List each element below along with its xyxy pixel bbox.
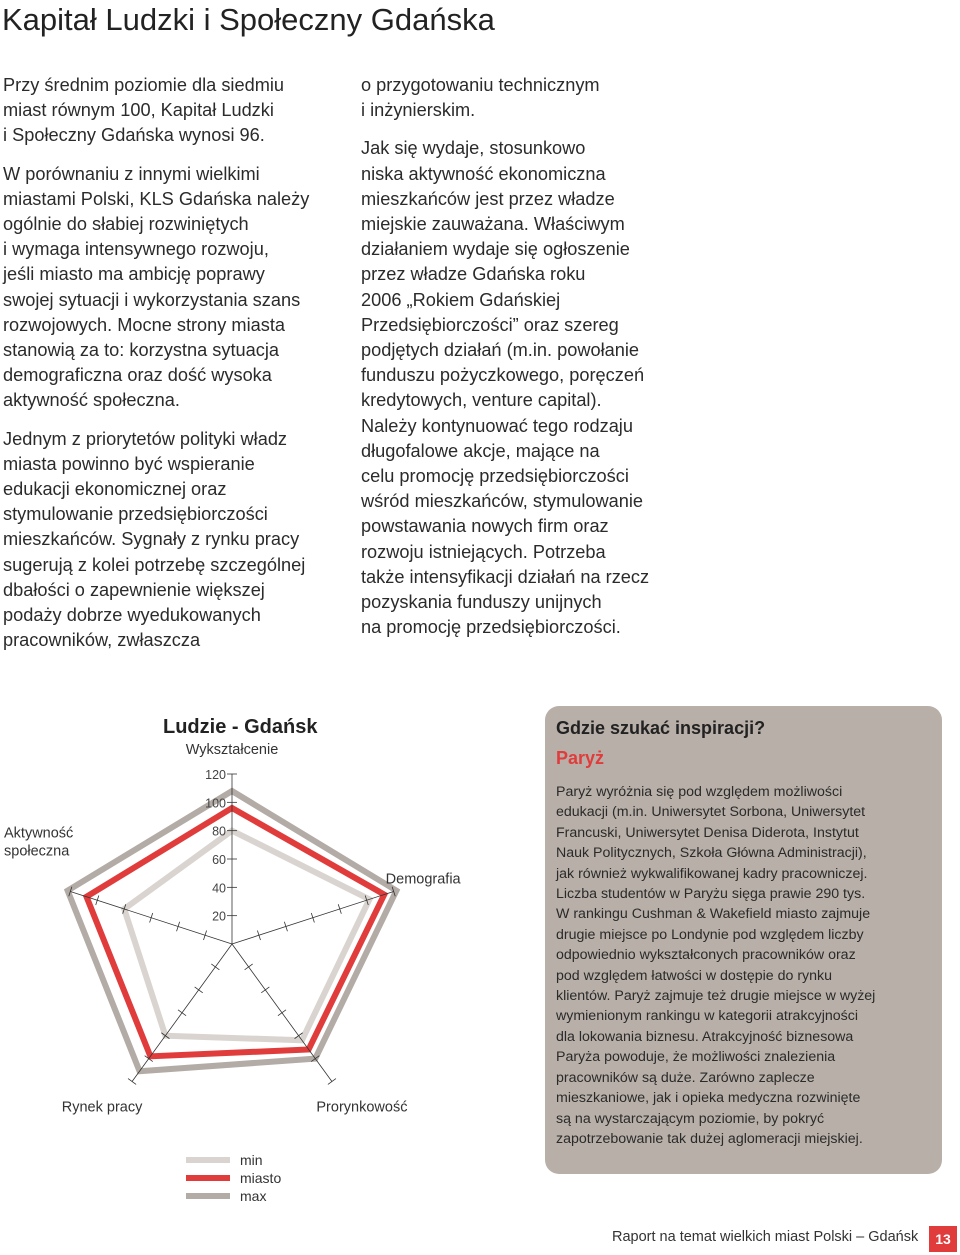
axis-label: Demografia	[385, 871, 461, 888]
page-title: Kapitał Ludzki i Społeczny Gdańska	[2, 2, 495, 37]
legend-label-min: min	[240, 1152, 263, 1168]
chart-title: Ludzie - Gdańsk	[163, 716, 318, 738]
tick-label: 80	[212, 824, 226, 839]
tick-label: 100	[205, 796, 226, 811]
axis-tick	[245, 964, 253, 970]
page-number: 13	[929, 1226, 957, 1252]
right-column	[361, 73, 711, 653]
inspiration-text: Paryż wyróżnia się pod względem możliwości edukacji (m.in. Uniwersytet Sorbona, Uniwersytet Francuski, Uniwersytet Denisa Diderota, Instytut Nauk Politycznych, Szkoła Główna Administracji), jak również wykwalifikowanej kadry pracowniczej. Liczba studentów w Paryżu sięga prawie 290 tys. W rankingu Cushman & Wakefield miasto zajmuje drugie miejsce po Londynie pod względem liczby odpowiednio wykształconych pracowników oraz pod względem łatwości w dostępie do rynku klientów. Paryż zajmuje też drugie miejsce w wyżej wymienionym rankingu w kategorii atrakcyjności dla lokowania biznesu. Atrakcyjność biznesowa Paryża powoduje, że możliwości znalezienia pracowników są duże. Zarówno zaplecze mieszkaniowe, jak i opieka medyczna rozwinięte są na wystarczającym poziomie, by pokryć zapotrzebowanie tak dużej aglomeracji miejskiej.	[556, 784, 876, 1147]
axis-tick	[328, 1079, 336, 1085]
tick-label: 20	[212, 909, 226, 924]
axis-tick	[128, 1079, 136, 1085]
paragraph: Przy średnim poziomie dla siedmiu miast równym 100, Kapitał Ludzki i Społeczny Gdańska wynosi 96.	[3, 75, 285, 146]
axis-label: Wykształcenie	[185, 742, 279, 758]
axis-tick	[211, 964, 219, 970]
legend-label-miasto: miasto	[240, 1170, 282, 1186]
radar-chart	[0, 742, 540, 1210]
inspiration-title: Gdzie szukać inspiracji?	[556, 718, 766, 738]
tick-label: 40	[212, 881, 226, 896]
inspiration-city: Paryż	[556, 748, 605, 768]
paragraph: Jak się wydaje, stosunkowo niska aktywność ekonomiczna mieszkańców jest przez władze miejskie zauważana. Właściwym działaniem wydaje się ogłoszenie przez władze Gdańska roku 2006 „Rokiem Gdańskiej Przedsiębiorczości” oraz szereg podjętych działań (m.in. powołanie funduszu pożyczkowego, poręczeń kredytowych, venture capital). Należy kontynuować tego rodzaju długofalowe akcje, mające na celu promocję przedsiębiorczości wśród mieszkańców, stymulowanie powstawania nowych firm oraz rozwoju istniejących. Potrzeba także intensyfikacji działań na rzecz pozyskania funduszy unijnych na promocję przedsiębiorczości.	[361, 138, 650, 638]
axis-tick	[195, 987, 203, 993]
axis-tick	[261, 987, 269, 993]
axis-label: Aktywność społeczna	[4, 825, 74, 860]
footer-text: Raport na temat wielkich miast Polski – Gdańsk	[612, 1229, 919, 1245]
paragraph: W porównaniu z innymi wielkimi miastami Polski, KLS Gdańska należy ogólnie do słabiej rozwiniętych i wymaga intensywnego rozwoju, jeśli miasto ma ambicję poprawy swojej sytuacji i wykorzystania szans rozwojowych. Mocne strony miasta stanowią za to: korzystna sytuacja demograficzna oraz dość wysoka aktywność społeczna.	[3, 163, 310, 411]
paragraph: Jednym z priorytetów polityki władz miasta powinno być wspieranie edukacji ekonomicznej oraz stymulowanie przedsiębiorczości mieszkańców. Sygnały z rynku pracy sugerują z kolei potrzebę szczególnej dbałości o zapewnienie większej podaży dobrze wyedukowanych pracowników, zwłaszcza	[3, 428, 306, 651]
inspiration-box	[545, 706, 942, 1174]
legend-label-max: max	[240, 1188, 267, 1204]
tick-label: 120	[205, 768, 226, 782]
axis-tick	[278, 1010, 286, 1016]
axis-tick	[178, 1010, 186, 1016]
paragraph: o przygotowaniu technicznym i inżynierskim.	[361, 75, 600, 121]
axis-label: Rynek pracy	[61, 1099, 143, 1116]
tick-label: 60	[212, 853, 226, 867]
left-column	[3, 73, 353, 666]
axis-label: Prorynkowość	[316, 1099, 408, 1116]
